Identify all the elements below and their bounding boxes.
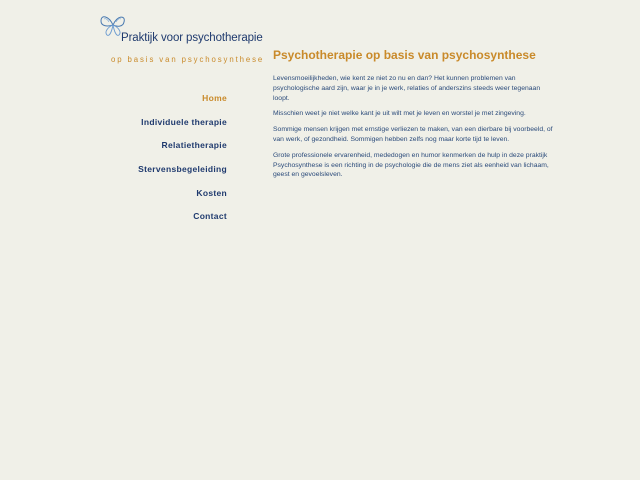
- site-logo[interactable]: [99, 12, 265, 64]
- nav-item-relatietherapie[interactable]: Relatietherapie: [161, 140, 227, 151]
- paragraph-zingeving: Misschien weet je niet welke kant je uit wilt met je leven en worstel je met zingeving.: [273, 110, 526, 118]
- nav-item-kosten[interactable]: Kosten: [196, 187, 227, 198]
- nav-item-individuele-therapie[interactable]: Individuele therapie: [141, 116, 227, 127]
- main-content: [273, 48, 558, 186]
- logo-subtitle: op basis van psychosynthese: [111, 55, 265, 64]
- page-title: Psychotherapie op basis van psychosynthese: [273, 48, 536, 62]
- nav-item-contact[interactable]: Contact: [193, 211, 227, 222]
- main-navigation: [138, 93, 227, 235]
- logo-title: Praktijk voor psychotherapie: [121, 32, 263, 44]
- nav-item-home[interactable]: Home: [202, 93, 227, 103]
- nav-item-stervensbegeleiding[interactable]: Stervensbegeleiding: [138, 164, 227, 175]
- paragraph-verliezen: Sommige mensen krijgen met ernstige verliezen te maken, van een dierbare bij voorbeeld, of van werk, of gezondheid. Sommigen hebben zelfs nog maar korte tijd te leven.: [273, 126, 553, 143]
- paragraph-intro: Levensmoeilijkheden, wie kent ze niet zo nu en dan? Het kunnen problemen van psychologische aard zijn, waar je in je werk, relaties of anderszins steeds weer tegenaan loopt.: [273, 75, 541, 102]
- paragraph-ervarenheid: Grote professionele ervarenheid, mededogen en humor kenmerken de hulp in deze praktijk Psychosynthese is een richting in de psychologie die de mens ziet als eenheid van lichaam, geest en gevoelsleven.: [273, 151, 549, 179]
